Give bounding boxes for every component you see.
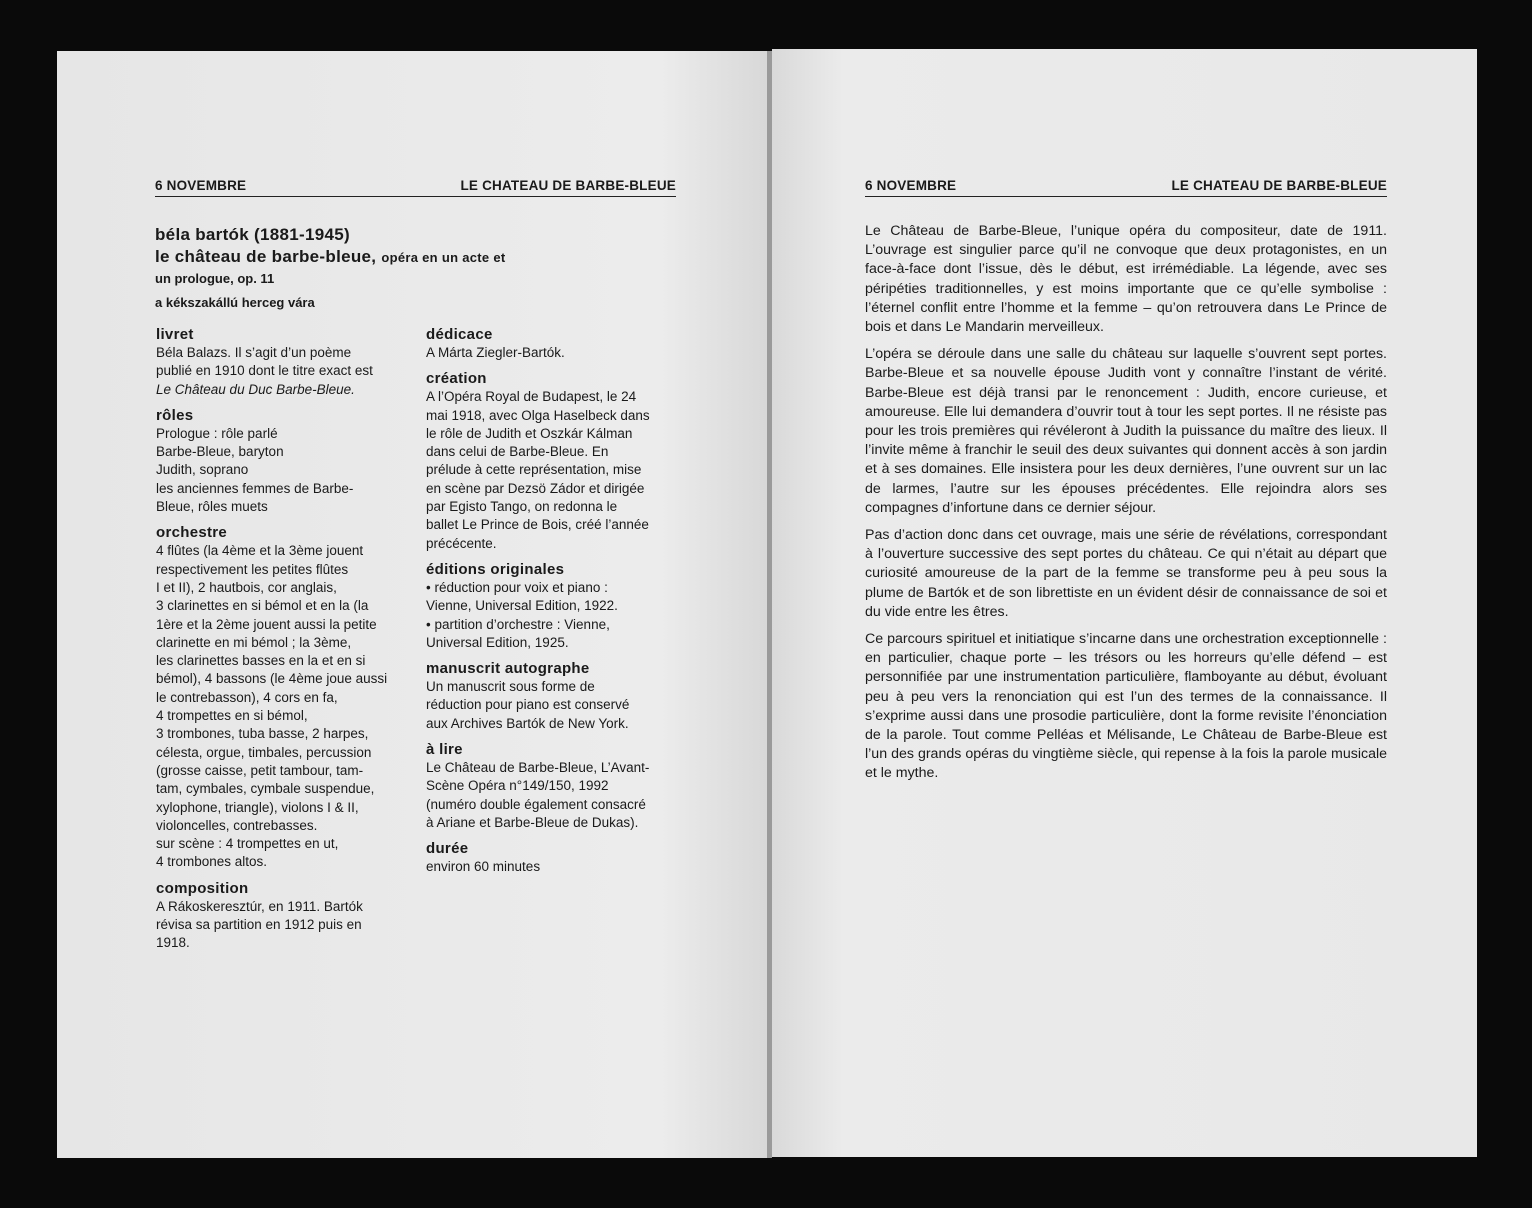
text-line bbox=[156, 381, 406, 399]
text-line: 1918. bbox=[156, 935, 190, 951]
text-line: • réduction pour voix et piano : bbox=[426, 579, 608, 595]
work-title-main: le château de barbe-bleue, bbox=[155, 247, 377, 266]
text-line: I et II), 2 hautbois, cor anglais, bbox=[156, 579, 337, 595]
text-line: les anciennes femmes de Barbe- bbox=[156, 480, 354, 496]
italic-title: Le Château du Duc Barbe-Bleue. bbox=[156, 381, 355, 397]
header-title: LE CHATEAU DE BARBE-BLEUE bbox=[1171, 178, 1387, 193]
text-line: Prologue : rôle parlé bbox=[156, 425, 278, 441]
text-line: 4 trombones altos. bbox=[156, 854, 268, 870]
text-line: publié en 1910 dont le titre exact est bbox=[156, 363, 373, 379]
work-title-line3: un prologue, op. 11 bbox=[155, 271, 275, 286]
section-roles bbox=[156, 406, 406, 516]
info-column-left bbox=[156, 325, 406, 953]
text-line: prélude à cette représentation, mise bbox=[426, 462, 642, 478]
text-line: Barbe-Bleue, baryton bbox=[156, 444, 284, 460]
essay-paragraph: Le Château de Barbe-Bleue, l’unique opéra du compositeur, date de 1911. L’ouvrage est singulier parce qu’il ne convoque que deux protagonistes, en un face-à-face dont l’issue, dès le début, est irrémédiable. La légende, avec ses péripéties traditionnelles, y est moins importante que ce qu’elle symbolise : l’éternel conflit entre l’homme et la femme – qu’on retrouvera dans Le Prince de bois et dans Le Mandarin merveilleux. bbox=[865, 223, 1387, 336]
section-heading: dédicace bbox=[426, 326, 493, 343]
essay-paragraph: Pas d’action donc dans cet ouvrage, mais une série de révélations, correspondant à l’ouverture successive des sept portes du château. Ce qui n’était au départ que curiosité amoureuse de la part de la femme se transforme peu à peu sous la plume de Bartók et de son librettiste en un évident désir de connaissance de soi et du vide entre les êtres. bbox=[865, 527, 1387, 620]
work-title-block bbox=[155, 224, 685, 313]
text-line: Bleue, rôles muets bbox=[156, 499, 268, 515]
text-line: réduction pour piano est conservé bbox=[426, 697, 630, 713]
section-editions bbox=[426, 560, 681, 652]
text-line: mai 1918, avec Olga Haselbeck dans bbox=[426, 407, 650, 423]
section-dedicace bbox=[426, 325, 681, 362]
text-line: Universal Edition, 1925. bbox=[426, 634, 569, 650]
section-a-lire bbox=[426, 740, 681, 832]
text-line: 1ère et la 2ème jouent aussi la petite bbox=[156, 616, 377, 632]
text-line: xylophone, triangle), violons I & II, bbox=[156, 799, 359, 815]
text-line: Vienne, Universal Edition, 1922. bbox=[426, 598, 618, 614]
work-title bbox=[155, 246, 685, 269]
text-line: violoncelles, contrebasses. bbox=[156, 817, 318, 833]
text-line: Le Château de Barbe-Bleue, L’Avant- bbox=[426, 760, 650, 776]
text-line: à Ariane et Barbe-Bleue de Dukas). bbox=[426, 814, 639, 830]
composer-name: béla bartók (1881-1945) bbox=[155, 225, 350, 244]
section-heading: durée bbox=[426, 840, 469, 858]
text-line: 3 clarinettes en si bémol et en la (la bbox=[156, 598, 369, 614]
section-heading: livret bbox=[156, 326, 194, 343]
section-composition bbox=[156, 879, 406, 953]
section-heading: composition bbox=[156, 879, 249, 897]
text-line: respectivement les petites flûtes bbox=[156, 561, 349, 577]
section-heading: rôles bbox=[156, 406, 194, 424]
essay-text bbox=[865, 222, 1387, 792]
text-line: Judith, soprano bbox=[156, 462, 249, 478]
section-heading: manuscrit autographe bbox=[426, 660, 590, 678]
text-line: 3 trombones, tuba basse, 2 harpes, bbox=[156, 726, 369, 742]
text-line: clarinette en mi bémol ; la 3ème, bbox=[156, 634, 352, 650]
text-line: en scène par Dezsö Zádor et dirigée bbox=[426, 480, 645, 496]
text-line: A Rákoskeresztúr, en 1911. Bartók bbox=[156, 898, 363, 914]
text-line: précécente. bbox=[426, 535, 497, 551]
section-heading: à lire bbox=[426, 741, 463, 759]
work-title-sub: opéra en un acte et bbox=[381, 250, 506, 265]
right-page-header bbox=[865, 178, 1387, 197]
text-line: le contrebasson), 4 cors en fa, bbox=[156, 689, 338, 705]
section-creation bbox=[426, 369, 681, 553]
text-line: 4 trompettes en si bémol, bbox=[156, 708, 308, 724]
text-line: A Márta Ziegler-Bartók. bbox=[426, 345, 565, 360]
text-line: révisa sa partition en 1912 puis en bbox=[156, 917, 362, 933]
text-line: environ 60 minutes bbox=[426, 859, 541, 875]
info-column-right bbox=[426, 325, 681, 877]
essay-paragraph: Ce parcours spirituel et initiatique s’incarne dans une orchestration exceptionnelle : en particulier, chaque porte – les trésors ou les horreurs qu’elle défend – est personnifiée par une instrumentation particulière, flamboyante au début, évoluant peu à peu vers la renonciation qui est l’un des termes de la connaissance. Il s’exprime aussi dans une prosodie particulière, dont la forme revisite l’énonciation de la parole. Tout comme Pelléas et Mélisande, Le Château de Barbe-Bleue est l’un des grands opéras du vingtième siècle, qui repense à la fois la parole musicale et le mythe. bbox=[865, 631, 1387, 782]
section-heading: éditions originales bbox=[426, 560, 565, 578]
text-line: (grosse caisse, petit tambour, tam- bbox=[156, 762, 364, 778]
text-line: • partition d’orchestre : Vienne, bbox=[426, 616, 610, 632]
section-heading: création bbox=[426, 370, 487, 388]
text-line: par Egisto Tango, on redonna le bbox=[426, 499, 618, 515]
hungarian-title: a kékszakállú herceg vára bbox=[155, 295, 315, 310]
text-line: les clarinettes basses en la et en si bbox=[156, 653, 366, 669]
header-date: 6 NOVEMBRE bbox=[155, 178, 247, 193]
text-line: Un manuscrit sous forme de bbox=[426, 679, 595, 695]
section-orchestre bbox=[156, 523, 406, 871]
section-heading: orchestre bbox=[156, 524, 228, 542]
text-line: aux Archives Bartók de New York. bbox=[426, 715, 629, 731]
text-line: Béla Balazs. Il s’agit d’un poème bbox=[156, 345, 352, 360]
text-line: sur scène : 4 trompettes en ut, bbox=[156, 836, 339, 852]
essay-paragraph: L’opéra se déroule dans une salle du château sur laquelle s’ouvrent sept portes. Barbe-Bleue et sa nouvelle épouse Judith vont y connaître l’instant de vérité. Barbe-Bleue est déjà transi par le renoncement : Judith, encore curieuse, et amoureuse. Elle lui demandera d’ouvrir tout à tour les sept portes. Il ne résiste pas pour les trois premières qui révéleront à Judith la puissance du maître des lieux. Il l’invite même à franchir le seuil des deux suivantes qui donnent accès à son jardin et à ses domaines. Elle insistera pour les deux dernières, l’une ouvrent sur un lac de larmes, l’autre sur les épouses précédentes. Elle rejoindra alors ses compagnes d’infortune dans ce dernier séjour. bbox=[865, 346, 1387, 516]
text-line: dans celui de Barbe-Bleue. En bbox=[426, 444, 609, 460]
header-title: LE CHATEAU DE BARBE-BLEUE bbox=[460, 178, 676, 193]
section-livret bbox=[156, 325, 406, 399]
text-line: (numéro double également consacré bbox=[426, 796, 646, 812]
section-duree bbox=[426, 839, 681, 876]
text-line: Scène Opéra n°149/150, 1992 bbox=[426, 778, 609, 794]
text-line: tam, cymbales, cymbale suspendue, bbox=[156, 781, 375, 797]
text-line: A l’Opéra Royal de Budapest, le 24 bbox=[426, 389, 637, 405]
text-line: célesta, orgue, timbales, percussion bbox=[156, 744, 372, 760]
left-page-header bbox=[155, 178, 676, 197]
header-date: 6 NOVEMBRE bbox=[865, 178, 957, 193]
section-manuscrit bbox=[426, 659, 681, 733]
text-line: ballet Le Prince de Bois, créé l’année bbox=[426, 517, 649, 533]
text-line: 4 flûtes (la 4ème et la 3ème jouent bbox=[156, 543, 364, 559]
text-line: le rôle de Judith et Oszkár Kálman bbox=[426, 425, 633, 441]
text-line: bémol), 4 bassons (le 4ème joue aussi bbox=[156, 671, 388, 687]
